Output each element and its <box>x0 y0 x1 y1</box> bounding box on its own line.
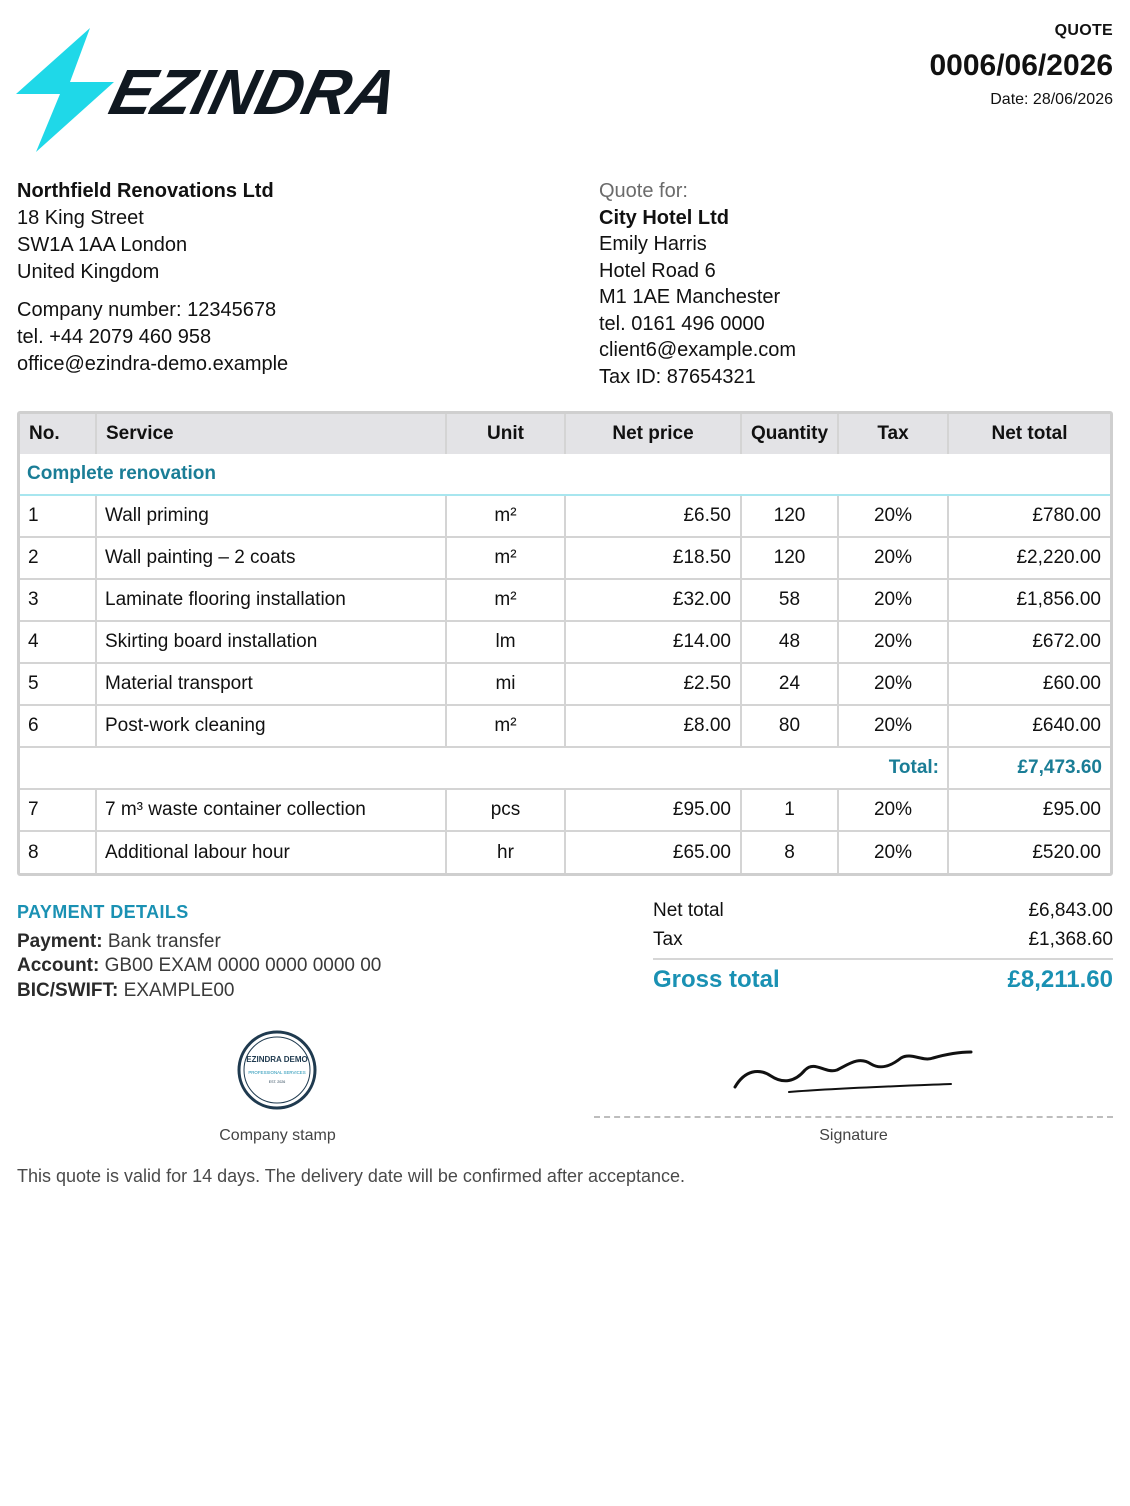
buyer-city: M1 1AE Manchester <box>599 286 781 308</box>
table-row <box>20 705 1110 747</box>
gross-total-value: £8,211.60 <box>1007 966 1113 993</box>
column-header: Net price <box>565 414 741 454</box>
net-total-label: Net total <box>653 899 724 921</box>
table-row <box>20 663 1110 705</box>
quote-date: Date: 28/06/2026 <box>990 91 1113 108</box>
account-label: Account: <box>17 955 100 976</box>
table-row <box>20 621 1110 663</box>
tax-rate: 20% <box>838 537 948 579</box>
net-total: £1,856.00 <box>948 579 1110 621</box>
row-number: 5 <box>20 663 96 705</box>
unit: pcs <box>446 789 565 831</box>
row-number: 4 <box>20 621 96 663</box>
section-total-value: £7,473.60 <box>948 747 1110 789</box>
svg-text:EZINDRA: EZINDRA <box>103 55 406 128</box>
quantity: 120 <box>741 537 838 579</box>
unit: lm <box>446 621 565 663</box>
section-row <box>20 454 1110 495</box>
service-name: Skirting board installation <box>96 621 446 663</box>
company-stamp-seal <box>237 1030 317 1110</box>
table-row <box>20 831 1110 873</box>
buyer-label: Quote for: <box>599 180 688 202</box>
service-name: 7 m³ waste container collection <box>96 789 446 831</box>
column-header: No. <box>20 414 96 454</box>
unit: m² <box>446 537 565 579</box>
unit: mi <box>446 663 565 705</box>
net-total: £640.00 <box>948 705 1110 747</box>
table-row <box>20 537 1110 579</box>
buyer-phone: tel. 0161 496 0000 <box>599 312 765 335</box>
buyer-contact: Emily Harris <box>599 233 707 255</box>
section-total-row <box>20 747 1110 789</box>
company-stamp <box>217 1030 337 1115</box>
service-name: Post-work cleaning <box>96 705 446 747</box>
net-price: £32.00 <box>565 579 741 621</box>
buyer-name: City Hotel Ltd <box>599 206 729 229</box>
tax-label: Tax <box>653 928 683 950</box>
seller-email: office@ezindra-demo.example <box>17 353 289 375</box>
svg-text:EST. 2026: EST. 2026 <box>268 1080 286 1084</box>
net-total: £95.00 <box>948 789 1110 831</box>
net-price: £8.00 <box>565 705 741 747</box>
net-total: £60.00 <box>948 663 1110 705</box>
seller-phone: tel. +44 2079 460 958 <box>17 326 212 348</box>
net-total: £780.00 <box>948 495 1110 537</box>
quote-number: 0006/06/2026 <box>929 49 1113 82</box>
seller-country: United Kingdom <box>17 261 160 283</box>
tax-rate: 20% <box>838 705 948 747</box>
gross-total-row <box>653 960 1113 1000</box>
row-number: 8 <box>20 831 96 873</box>
column-header: Unit <box>446 414 565 454</box>
quantity: 8 <box>741 831 838 873</box>
unit: m² <box>446 495 565 537</box>
row-number: 3 <box>20 579 96 621</box>
handwritten-signature <box>729 1040 979 1100</box>
tax-rate: 20% <box>838 831 948 873</box>
net-total-value: £6,843.00 <box>1028 899 1113 921</box>
column-header: Service <box>96 414 446 454</box>
net-price: £95.00 <box>565 789 741 831</box>
net-price: £65.00 <box>565 831 741 873</box>
buyer-email: client6@example.com <box>599 339 797 361</box>
quantity: 120 <box>741 495 838 537</box>
payment-method: Bank transfer <box>107 930 221 952</box>
quantity: 24 <box>741 663 838 705</box>
tax-rate: 20% <box>838 495 948 537</box>
seller-company-number: Company number: 12345678 <box>17 299 277 321</box>
section-total-label: Total: <box>20 747 948 789</box>
payment-method-label: Payment: <box>17 930 103 952</box>
net-price: £14.00 <box>565 621 741 663</box>
service-name: Additional labour hour <box>96 831 446 873</box>
net-price: £2.50 <box>565 663 741 705</box>
row-number: 2 <box>20 537 96 579</box>
service-name: Laminate flooring installation <box>96 579 446 621</box>
quantity: 58 <box>741 579 838 621</box>
row-number: 1 <box>20 495 96 537</box>
payment-title: PAYMENT DETAILS <box>17 902 189 922</box>
tax-rate: 20% <box>838 579 948 621</box>
table-row <box>20 789 1110 831</box>
net-total: £672.00 <box>948 621 1110 663</box>
net-total: £520.00 <box>948 831 1110 873</box>
unit: m² <box>446 705 565 747</box>
section-title: Complete renovation <box>20 454 1110 495</box>
lightning-bolt-icon <box>16 28 114 152</box>
quantity: 1 <box>741 789 838 831</box>
document-header <box>929 22 1113 109</box>
row-number: 7 <box>20 789 96 831</box>
table-row <box>20 579 1110 621</box>
tax-rate: 20% <box>838 789 948 831</box>
column-header: Net total <box>948 414 1110 454</box>
unit: m² <box>446 579 565 621</box>
svg-text:EZINDRA DEMO: EZINDRA DEMO <box>246 1055 308 1064</box>
tax-rate: 20% <box>838 621 948 663</box>
row-number: 6 <box>20 705 96 747</box>
service-name: Wall painting – 2 coats <box>96 537 446 579</box>
footer-note: This quote is valid for 14 days. The delivery date will be confirmed after acceptance. <box>17 1166 686 1186</box>
net-price: £18.50 <box>565 537 741 579</box>
totals-summary <box>653 896 1113 1000</box>
table-header-row <box>20 414 1110 454</box>
tax-rate: 20% <box>838 663 948 705</box>
tax-row <box>653 925 1113 954</box>
bic-code: EXAMPLE00 <box>123 979 235 1001</box>
buyer-block <box>599 178 796 390</box>
column-header: Quantity <box>741 414 838 454</box>
column-header: Tax <box>838 414 948 454</box>
buyer-street: Hotel Road 6 <box>599 259 716 282</box>
table-row <box>20 495 1110 537</box>
unit: hr <box>446 831 565 873</box>
quantity: 48 <box>741 621 838 663</box>
service-name: Wall priming <box>96 495 446 537</box>
payment-details <box>17 900 381 1003</box>
document-type: QUOTE <box>1054 22 1113 39</box>
net-price: £6.50 <box>565 495 741 537</box>
bic-label: BIC/SWIFT: <box>17 979 119 1001</box>
net-total-row <box>653 896 1113 925</box>
seller-block <box>17 178 288 378</box>
buyer-tax-id: Tax ID: 87654321 <box>599 365 756 388</box>
items-table <box>17 411 1113 876</box>
net-total: £2,220.00 <box>948 537 1110 579</box>
seller-city: SW1A 1AA London <box>17 234 188 256</box>
seller-name: Northfield Renovations Ltd <box>17 180 274 202</box>
signature-caption: Signature <box>819 1127 888 1144</box>
quantity: 80 <box>741 705 838 747</box>
account-number: GB00 EXAM 0000 0000 0000 00 <box>104 955 382 976</box>
signature-line <box>594 1116 1113 1118</box>
gross-total-label: Gross total <box>653 966 780 993</box>
tax-value: £1,368.60 <box>1028 928 1113 950</box>
stamp-caption: Company stamp <box>219 1127 336 1144</box>
service-name: Material transport <box>96 663 446 705</box>
seller-street: 18 King Street <box>17 207 144 229</box>
svg-text:PROFESSIONAL SERVICES: PROFESSIONAL SERVICES <box>248 1070 306 1075</box>
ezindra-logo <box>16 28 486 154</box>
